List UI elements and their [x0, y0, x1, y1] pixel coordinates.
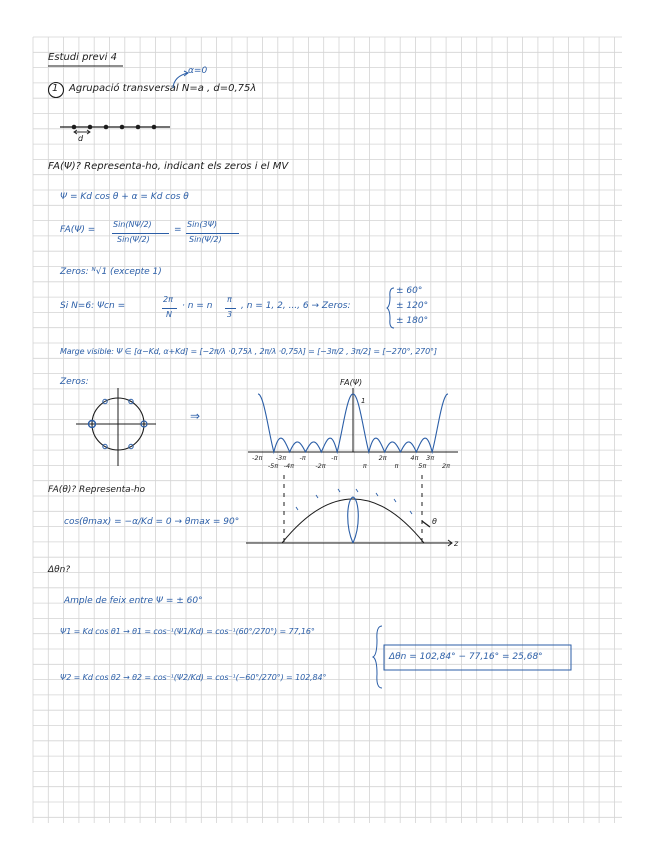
- tick-label: -π: [299, 454, 306, 462]
- spacing-label: d: [78, 134, 84, 143]
- theta-max-equation: cos(θmax) = −α/Kd = 0 → θmax = 90°: [64, 517, 240, 527]
- fa-numerator-2: Sin(3Ψ): [187, 220, 217, 229]
- z-axis-label: z: [454, 539, 459, 548]
- unit-circle-zeros: [72, 384, 158, 468]
- equals-sign: =: [174, 225, 182, 235]
- beam-width-text: Ample de feix entre Ψ = ± 60°: [64, 596, 203, 606]
- fa-numerator-1: Sin(NΨ/2): [113, 220, 152, 229]
- array-factor-plot: [240, 386, 470, 461]
- fa-psi-prompt: FA(Ψ)? Representa-ho, indicant els zeros i el MV: [48, 161, 289, 172]
- zero-value-3: ± 180°: [396, 316, 429, 326]
- visible-margin: Marge visible: Ψ ∈ [α−Kd, α+Kd] = [−2π/λ ·0,75λ , 2π/λ ·0,75λ] = [−3π/2 , 3π/2] = [−270°, 270°]: [60, 347, 437, 356]
- tick-label: 2π: [378, 454, 387, 462]
- n6-mid: · n = n: [182, 301, 213, 311]
- tick-label: -2π: [315, 462, 326, 470]
- zero-value-1: ± 60°: [396, 286, 423, 296]
- radiation-pattern-plot: [244, 465, 460, 555]
- tick-label: 3π: [426, 454, 435, 462]
- fa-denominator-1: Sin(Ψ/2): [117, 235, 150, 244]
- fa-denominator-2: Sin(Ψ/2): [189, 235, 222, 244]
- zeros-condition: Zeros: ᴺ√1 (excepte 1): [60, 267, 162, 277]
- fa-formula-lhs: FA(Ψ) =: [60, 225, 96, 235]
- tick-label: -4π: [283, 462, 295, 470]
- tick-label: 2π: [442, 462, 451, 470]
- section-heading: Agrupació transversal N=a , d=0,75λ: [69, 83, 257, 94]
- zeros-brace: [386, 286, 396, 330]
- delta-theta-prompt: Δθn?: [48, 565, 71, 575]
- antenna-array-diagram: [58, 118, 176, 144]
- theta1-equation: Ψ1 = Kd cos θ1 → θ1 = cos⁻¹(Ψ1/Kd) = cos⁻¹(60°/270°) = 77,16°: [60, 627, 315, 636]
- alpha-annotation: α=0: [188, 66, 208, 76]
- n6-frac-num: 2π: [163, 295, 173, 304]
- delta-theta-result: Δθn = 102,84° − 77,16° = 25,68°: [389, 652, 543, 662]
- alpha-annotation-arrow: [170, 68, 192, 90]
- psi-equation: Ψ = Kd cos θ + α = Kd cos θ: [60, 192, 189, 202]
- plot-ylabel: FA(Ψ): [340, 378, 363, 387]
- n6-rest: , n = 1, 2, ..., 6 → Zeros:: [241, 301, 351, 311]
- n6-frac2-num: π: [227, 295, 232, 304]
- title-underline: [47, 64, 125, 68]
- n6-lhs: Si N=6: Ψcn =: [60, 301, 126, 311]
- implies-arrow: ⇒: [190, 409, 201, 423]
- tick-label: π: [394, 462, 399, 470]
- n6-frac2-den: 3: [227, 310, 233, 319]
- zero-value-2: ± 120°: [396, 301, 429, 311]
- page-title: Estudi previ 4: [48, 52, 117, 63]
- tick-label: -π: [331, 454, 338, 462]
- theta-angle-label: θ: [432, 517, 437, 526]
- tick-label: -2π: [252, 454, 263, 462]
- tick-label: -5π: [267, 462, 279, 470]
- plot-peak-label: 1: [361, 397, 366, 405]
- section-number: 1: [52, 83, 59, 94]
- tick-label: 4π: [410, 454, 419, 462]
- fa-theta-prompt: FA(θ)? Representa-ho: [48, 485, 146, 495]
- zeros-label: Zeros:: [60, 377, 89, 387]
- theta2-equation: Ψ2 = Kd cos θ2 → θ2 = cos⁻¹(Ψ2/Kd) = cos⁻¹(−60°/270°) = 102,84°: [60, 673, 327, 682]
- tick-label: 5π: [418, 462, 427, 470]
- n6-frac-den: N: [166, 310, 172, 319]
- tick-label: π: [362, 462, 367, 470]
- tick-label: -3π: [275, 454, 287, 462]
